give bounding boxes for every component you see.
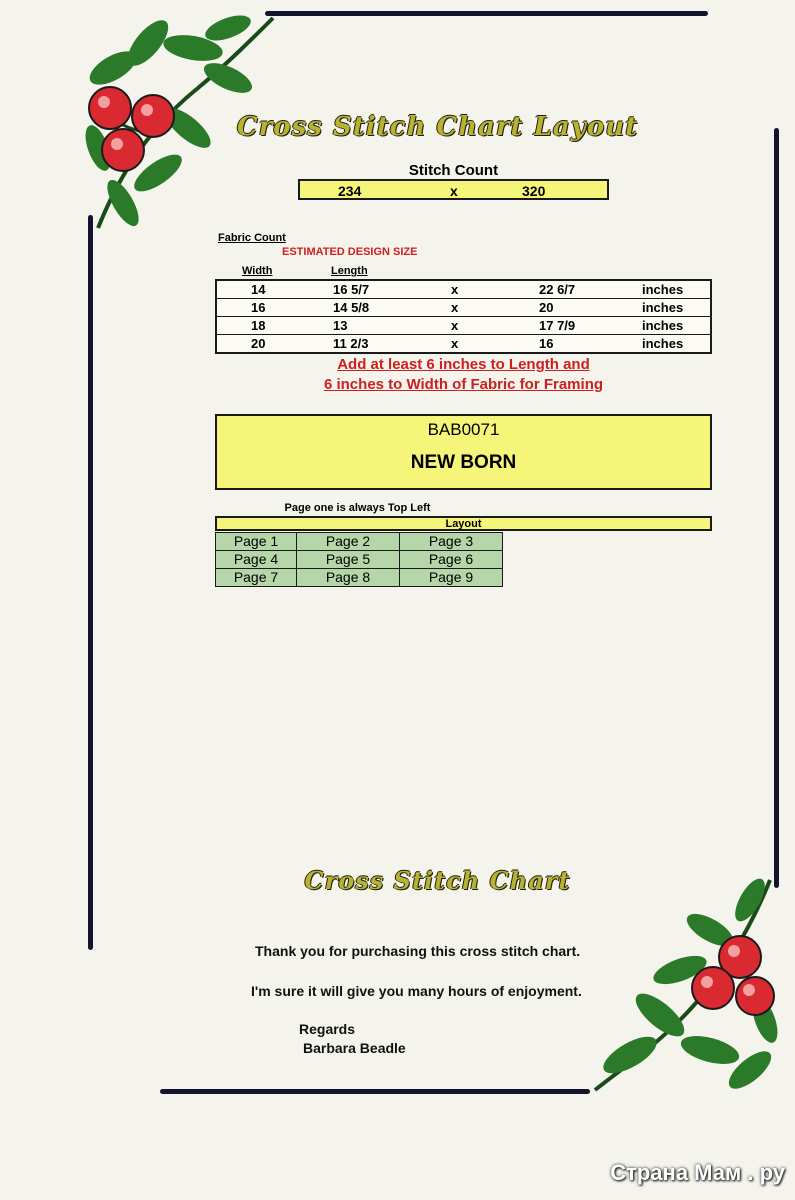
row-length: 14 5/8 — [333, 300, 370, 315]
page-cell: Page 7 — [216, 569, 297, 587]
row-length: 13 — [333, 318, 348, 333]
row-length: 11 2/3 — [333, 336, 369, 351]
page-layout-grid — [215, 532, 503, 587]
framing-note-line2: 6 inches to Width of Fabric for Framing — [323, 376, 604, 393]
page-title: Cross Stitch Chart Layout — [236, 112, 639, 142]
page-cell: Page 4 — [216, 551, 297, 569]
table-row — [216, 551, 503, 569]
row-count: 14 — [251, 282, 266, 297]
table-row — [217, 317, 710, 335]
stitch-count-box — [298, 179, 609, 200]
stitch-count-width: 234 — [338, 183, 362, 199]
regards-text: Regards — [299, 1021, 356, 1037]
row-unit: inches — [642, 336, 684, 351]
table-row — [217, 335, 710, 352]
row-width: 17 7/9 — [539, 318, 576, 333]
row-count: 20 — [251, 336, 266, 351]
row-count: 16 — [251, 300, 266, 315]
page-cell: Page 1 — [216, 533, 297, 551]
row-unit: inches — [642, 300, 684, 315]
layout-label-bar — [215, 516, 712, 531]
frame-top-line — [265, 11, 708, 16]
site-watermark: Страна Мам . ру — [610, 1160, 785, 1185]
row-x: x — [451, 300, 459, 315]
row-width: 20 — [539, 300, 554, 315]
design-size-table — [215, 279, 712, 354]
table-row — [216, 569, 503, 587]
design-name: NEW BORN — [410, 452, 517, 473]
layout-note: Page one is always Top Left — [284, 502, 431, 514]
row-x: x — [451, 282, 459, 297]
enjoyment-line: I'm sure it will give you many hours of enjoyment. — [251, 983, 582, 999]
table-row — [217, 281, 710, 299]
page-cell: Page 9 — [400, 569, 503, 587]
row-unit: inches — [642, 282, 684, 297]
row-x: x — [451, 336, 459, 351]
stitch-count-height: 320 — [522, 183, 546, 199]
framing-note-line1: Add at least 6 inches to Length and — [337, 356, 590, 373]
fabric-count-label: Fabric Count — [218, 232, 286, 244]
row-length: 16 5/7 — [333, 282, 370, 297]
row-unit: inches — [642, 318, 684, 333]
stitch-count-label: Stitch Count — [408, 162, 499, 179]
col-length-header: Length — [331, 265, 368, 277]
page-cell: Page 3 — [400, 533, 503, 551]
row-width: 16 — [539, 336, 554, 351]
frame-left-line — [88, 215, 93, 950]
col-width-header: Width — [242, 265, 273, 277]
frame-right-line — [774, 128, 779, 888]
frame-bottom-line — [160, 1089, 590, 1094]
layout-label: Layout — [445, 518, 482, 530]
design-code: BAB0071 — [427, 420, 500, 439]
estimated-size-label: ESTIMATED DESIGN SIZE — [282, 246, 418, 258]
row-count: 18 — [251, 318, 266, 333]
page-cell: Page 6 — [400, 551, 503, 569]
table-row — [216, 533, 503, 551]
page-cell: Page 2 — [297, 533, 400, 551]
page-cell: Page 8 — [297, 569, 400, 587]
signature-name: Barbara Beadle — [303, 1040, 406, 1056]
table-row — [217, 299, 710, 317]
berry-branch-bottom-right — [590, 870, 790, 1100]
row-x: x — [451, 318, 459, 333]
design-name-box — [215, 414, 712, 490]
footer-title: Cross Stitch Chart — [304, 866, 571, 895]
row-width: 22 6/7 — [539, 282, 576, 297]
page-cell: Page 5 — [297, 551, 400, 569]
stitch-count-sep: x — [450, 183, 458, 199]
thank-you-line: Thank you for purchasing this cross stitch chart. — [255, 943, 581, 959]
